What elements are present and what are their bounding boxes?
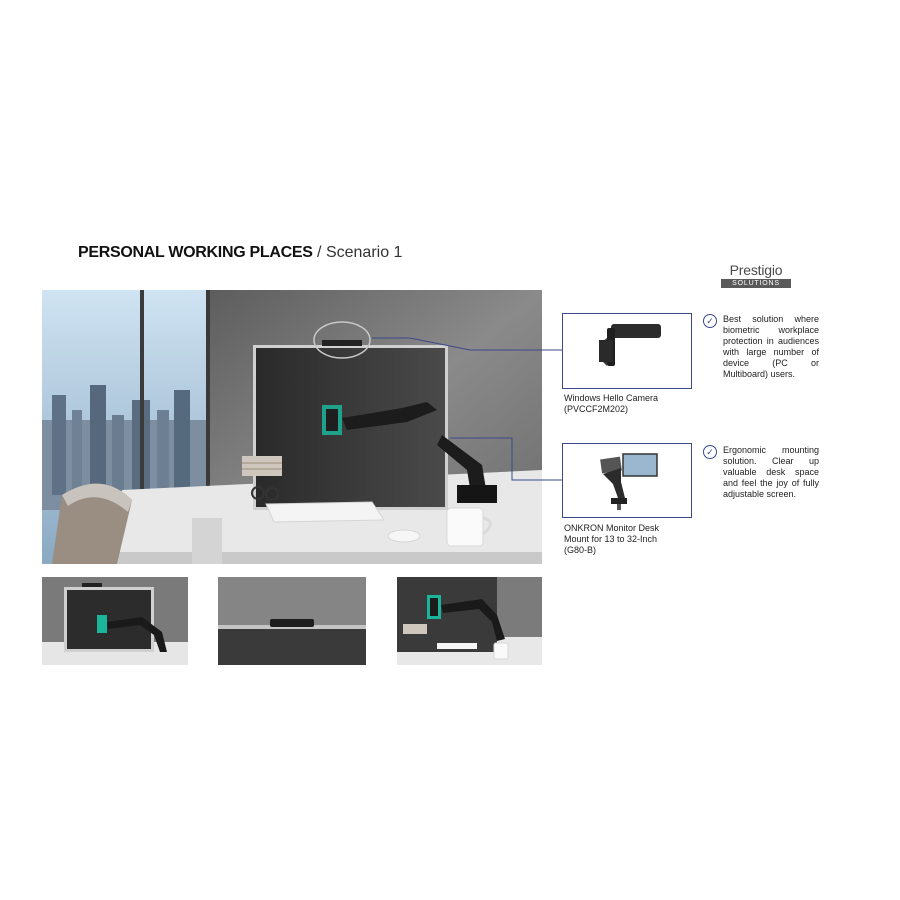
thumbnail-monitor-mount xyxy=(42,577,188,665)
main-office-photo xyxy=(42,290,542,564)
title-separator: / xyxy=(312,244,326,261)
camera-feature-text: Best solution where biometric workplace protection in audiences with large number of device (PC or Multiboard) users. xyxy=(723,314,819,379)
camera-caption: Windows Hello Camera (PVCCF2M202) xyxy=(564,393,659,414)
mount-product-image xyxy=(562,443,692,518)
check-icon: ✓ xyxy=(703,445,717,459)
mount-feature xyxy=(703,445,819,500)
page-title xyxy=(78,244,402,262)
thumbnail-camera-closeup xyxy=(218,577,366,665)
camera-feature xyxy=(703,314,819,380)
title-strong: PERSONAL WORKING PLACES xyxy=(78,244,313,261)
thumbnail-desk-setup xyxy=(397,577,542,665)
logo-name: Prestigio xyxy=(729,262,783,278)
check-icon: ✓ xyxy=(703,314,717,328)
logo-subtitle: SOLUTIONS xyxy=(721,279,791,288)
mount-caption: ONKRON Monitor Desk Mount for 13 to 32-Inch (G80-B) xyxy=(564,523,660,555)
monitor-mount-icon xyxy=(563,444,691,517)
prestigio-logo xyxy=(721,262,791,288)
webcam-icon xyxy=(563,314,691,388)
title-scenario: Scenario 1 xyxy=(325,244,403,261)
camera-product-image xyxy=(562,313,692,389)
mount-feature-text: Ergonomic mounting solution. Clear up valuable desk space and feel the joy of fully adjustable screen. xyxy=(723,445,819,499)
